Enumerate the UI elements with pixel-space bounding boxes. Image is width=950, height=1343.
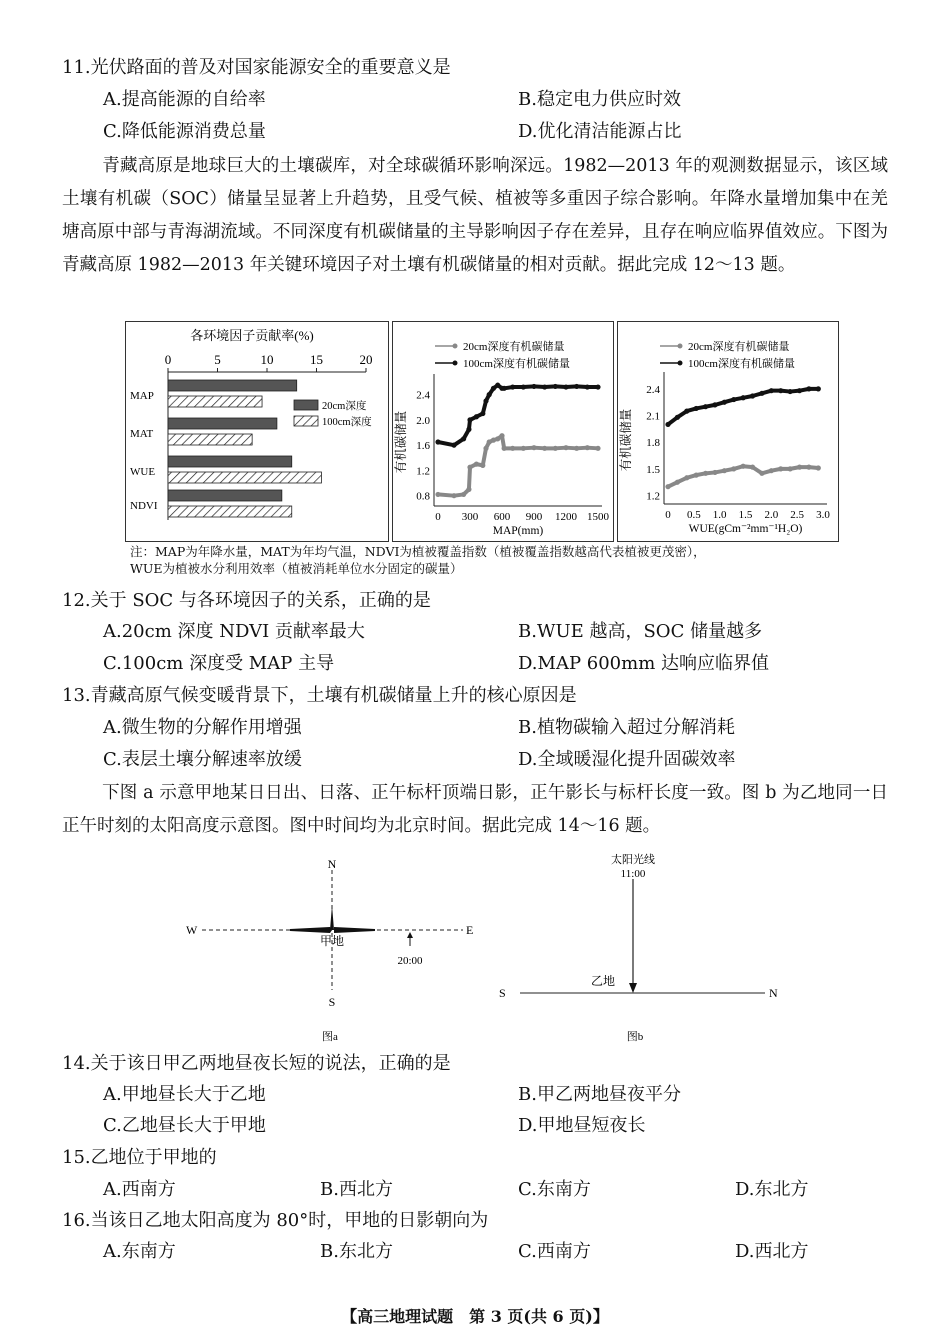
line-chart-x-label: WUE(gCm⁻²mm⁻¹H₂O) [688,523,803,535]
series-100cm-point [553,384,558,389]
series-20cm-point [467,465,472,470]
series-20cm-point [461,492,466,497]
series-20cm-point [694,473,699,478]
q13-stem: 13.青藏高原气候变暖背景下，土壤有机碳储量上升的核心原因是 [62,685,577,706]
figure-b-north: N [769,986,778,1000]
series-100cm-point [750,393,755,398]
legend-100cm-label: 100cm深度有机碳储量 [463,358,570,370]
series-100cm-point [816,386,821,391]
figure-b-time: 11:00 [620,868,646,880]
series-20cm-point [675,480,680,485]
series-20cm-point [585,445,590,450]
q15-option-a[interactable]: A.西南方 [103,1179,176,1200]
line-chart-x-label: MAP(mm) [492,525,544,537]
series-100cm-point [521,384,526,389]
q14-option-a[interactable]: A.甲地昼长大于乙地 [103,1084,266,1105]
bar-20cm [168,490,282,501]
series-100cm-point [585,384,590,389]
material-text-1: 青藏高原是地球巨大的土壤碳库，对全球碳循环影响深远。1982—2013 年的观测数据显示，该区域土壤有机碳（SOC）储量呈显著上升趋势，且受气候、植被等多重因子综合影响。年降水量增加集中在羌塘高原中部与青海湖流域。不同深度有机碳储量的主导影响因子存在差异，且存在响应临界值效应。下图为青藏高原 1982—2013 年关键环境因子对土壤有机碳储量的相对贡献。据此完成 12～13 题。 [62,156,888,275]
bar-chart-tick-label: 20 [359,352,373,367]
bar-chart-category-label: MAP [130,390,154,402]
q14-option-d[interactable]: D.甲地昼短夜长 [518,1115,646,1136]
series-100cm-point [487,392,492,397]
series-20cm-point [816,465,821,470]
q12-option-a[interactable]: A.20cm 深度 NDVI 贡献率最大 [103,621,365,642]
bar-chart-tick-label: 0 [164,352,172,367]
series-20cm-point [759,471,764,476]
series-20cm-point [483,446,488,451]
bar-chart-panel [125,321,389,542]
q11-option-d[interactable]: D.优化清洁能源占比 [518,121,682,142]
series-20cm-point [778,466,783,471]
bar-20cm [168,456,292,467]
line-chart-x-tick-label: 3.0 [816,509,830,521]
series-20cm-point [542,446,547,451]
series-100cm-point [574,384,579,389]
q12-option-d[interactable]: D.MAP 600mm 达响应临界值 [518,653,769,674]
q12-option-b[interactable]: B.WUE 越高，SOC 储量越多 [518,621,763,642]
q15-option-c[interactable]: C.东南方 [518,1179,591,1200]
q12-stem: 12.关于 SOC 与各环境因子的关系，正确的是 [62,590,431,611]
series-20cm-point [731,466,736,471]
figure-a [180,850,500,1045]
line-chart-y-label: 有机碳储量 [619,408,633,472]
series-20cm-point [769,468,774,473]
figure-note-1: 注：MAP为年降水量，MAT为年均气温，NDVI为植被覆盖指数（植被覆盖指数越高代表植被更茂密）， [130,544,706,559]
map-line-chart [393,322,613,541]
legend-20cm-label: 20cm深度 [322,401,367,412]
figure-b-arrowhead [629,983,637,993]
figure-b-caption: 图b [626,1031,644,1043]
bar-chart [126,322,388,541]
bar-chart-tick-label: 5 [214,352,221,367]
q15-option-b[interactable]: B.西北方 [320,1179,393,1200]
series-20cm-point [502,446,507,451]
figure-a-north: N [327,857,337,871]
figure-a-west-shadow [290,927,332,933]
q11-option-a[interactable]: A.提高能源的自给率 [103,89,266,110]
series-20cm-line [438,436,598,496]
q16-option-d[interactable]: D.西北方 [735,1241,809,1262]
q16-option-c[interactable]: C.西南方 [518,1241,591,1262]
line-chart-x-tick-label: 2.0 [764,509,779,521]
bar-chart-category-label: MAT [130,428,154,440]
series-20cm-point [797,465,802,470]
figure-a-east-shadow [334,927,375,933]
series-20cm-point [553,446,558,451]
series-100cm-point [684,409,689,414]
wue-line-chart [618,322,838,541]
series-100cm-point [474,414,479,419]
q14-option-c[interactable]: C.乙地昼长大于甲地 [103,1115,266,1136]
series-100cm-point [451,443,456,448]
material-paragraph-2 [62,777,888,843]
figure-a-arrowhead [407,932,413,938]
line-chart-x-tick-label: 1500 [587,511,609,523]
series-20cm-point [495,436,500,441]
legend-100cm-label: 100cm深度 [322,417,372,428]
bar-chart-category-label: NDVI [130,500,158,512]
series-100cm-point [595,384,600,389]
line-chart-y-tick-label: 2.4 [646,383,660,396]
q16-option-a[interactable]: A.东南方 [103,1241,176,1262]
series-20cm-point [435,492,440,497]
bar-100cm [168,434,252,445]
q12-option-c[interactable]: C.100cm 深度受 MAP 主导 [103,653,335,674]
series-100cm-point [531,384,536,389]
series-100cm-point [741,395,746,400]
line-chart-x-tick-label: 900 [525,511,543,523]
series-20cm-point [595,446,600,451]
series-20cm-point [466,487,471,492]
legend-20cm-label: 20cm深度有机碳储量 [463,341,565,353]
line-chart-x-tick-label: 600 [493,511,511,523]
series-100cm-line [438,385,598,445]
series-20cm-point [788,466,793,471]
line-chart-y-tick-label: 1.2 [416,465,430,478]
series-100cm-line [668,389,818,425]
bar-chart-title: 各环境因子贡献率(%) [190,328,314,343]
line-chart-y-tick-label: 1.2 [646,490,660,503]
q15-option-d[interactable]: D.东北方 [735,1179,809,1200]
page-footer: 【高三地理试题 第 3 页(共 6 页)】 [341,1307,609,1326]
legend-100cm-marker [453,361,458,366]
series-100cm-point [480,411,485,416]
q13-option-d[interactable]: D.全域暖湿化提升固碳效率 [518,749,736,770]
series-100cm-point [510,384,515,389]
series-20cm-point [451,493,456,498]
line-chart-x-tick-label: 1.0 [712,509,727,521]
series-100cm-point [483,398,488,403]
material-text-2: 下图 a 示意甲地某日日出、日落、正午标杆顶端日影，正午影长与标杆长度一致。图 b 为乙地同一日正午时刻的太阳高度示意图。图中时间均为北京时间。据此完成 14～16 题。 [62,783,888,836]
series-20cm-point [480,463,485,468]
series-20cm-point [703,471,708,476]
series-20cm-point [574,446,579,451]
series-100cm-point [495,383,500,388]
legend-20cm-marker [453,344,458,349]
q13-option-c[interactable]: C.表层土壤分解速率放缓 [103,749,302,770]
series-20cm-point [531,445,536,450]
series-20cm-line [668,466,818,486]
series-100cm-point [563,384,568,389]
line-chart-y-tick-label: 0.8 [416,490,430,503]
series-100cm-point [788,389,793,394]
series-100cm-point [675,415,680,420]
wue-line-chart-panel [617,321,839,542]
series-100cm-point [778,388,783,393]
figure-a-time: 20:00 [397,955,423,967]
figure-note-2: WUE为植被水分利用效率（植被消耗单位水分固定的碳量） [130,561,463,576]
series-100cm-point [502,386,507,391]
series-100cm-point [759,391,764,396]
line-chart-y-tick-label: 2.4 [416,389,430,402]
figure-a-south: S [328,995,336,1009]
bar-20cm [168,418,277,429]
legend-20cm-swatch [294,400,318,410]
figure-a-west: W [186,923,198,937]
series-100cm-point [491,386,496,391]
figure-b-place: 乙地 [590,974,616,988]
legend-100cm-swatch [294,416,318,426]
line-chart-x-tick-label: 2.5 [790,509,805,521]
series-20cm-point [750,465,755,470]
bar-chart-tick-label: 15 [310,352,323,367]
series-20cm-point [684,475,689,480]
map-line-chart-panel [392,321,614,542]
figure-a-pole-shadow [330,905,334,930]
bar-100cm [168,506,292,517]
line-chart-y-tick-label: 2.0 [416,414,430,427]
series-100cm-point [466,427,471,432]
series-20cm-point [806,465,811,470]
series-100cm-point [467,417,472,422]
series-100cm-point [712,402,717,407]
series-100cm-point [722,400,727,405]
series-100cm-point [435,439,440,444]
series-100cm-point [461,436,466,441]
figure-a-east: E [466,923,474,937]
legend-20cm-label: 20cm深度有机碳储量 [688,341,790,353]
q14-option-b[interactable]: B.甲乙两地昼夜平分 [518,1084,681,1105]
line-chart-x-tick-label: 0.5 [686,509,701,521]
series-20cm-point [474,462,479,467]
series-20cm-point [499,433,504,438]
bar-chart-category-label: WUE [130,466,156,478]
line-chart-y-tick-label: 1.8 [646,437,660,450]
legend-100cm-marker [678,361,683,366]
figure-b-south: S [499,986,506,1000]
q11-stem: 11.光伏路面的普及对国家能源安全的重要意义是 [62,57,451,78]
series-100cm-point [797,388,802,393]
q14-stem: 14.关于该日甲乙两地昼夜长短的说法，正确的是 [62,1053,451,1074]
q11-option-c[interactable]: C.降低能源消费总量 [103,121,266,142]
series-20cm-point [741,464,746,469]
series-100cm-point [731,397,736,402]
series-20cm-point [521,446,526,451]
series-20cm-point [563,445,568,450]
bar-chart-tick-label: 10 [260,352,274,367]
figure-a-place: 甲地 [319,934,345,948]
line-chart-y-label: 有机碳储量 [394,410,408,474]
line-chart-x-tick-label: 300 [461,511,479,523]
line-chart-x-tick-label: 1200 [555,511,577,523]
line-chart-y-tick-label: 1.6 [416,440,430,453]
figure-a-caption: 图a [322,1031,338,1043]
bar-20cm [168,380,297,391]
q16-stem: 16.当该日乙地太阳高度为 80°时，甲地的日影朝向为 [62,1210,489,1231]
legend-20cm-marker [678,344,683,349]
line-chart-y-tick-label: 1.5 [646,463,660,476]
series-100cm-point [703,404,708,409]
bar-100cm [168,472,321,483]
line-chart-x-tick-label: 0 [665,509,671,521]
series-20cm-point [510,446,515,451]
q13-option-b[interactable]: B.植物碳输入超过分解消耗 [518,717,735,738]
series-100cm-point [542,384,547,389]
figure-b [485,845,795,1045]
q16-option-b[interactable]: B.东北方 [320,1241,393,1262]
material-paragraph-1 [62,150,888,282]
series-100cm-point [694,406,699,411]
line-chart-y-tick-label: 2.1 [646,410,660,423]
bar-100cm [168,396,262,407]
series-100cm-point [665,422,670,427]
q15-stem: 15.乙地位于甲地的 [62,1147,217,1168]
series-20cm-point [665,484,670,489]
series-20cm-point [712,470,717,475]
series-20cm-point [722,468,727,473]
line-chart-x-tick-label: 0 [435,511,441,523]
series-100cm-point [769,388,774,393]
figure-b-sunray-label: 太阳光线 [611,854,655,866]
q11-option-b[interactable]: B.稳定电力供应时效 [518,89,681,110]
series-100cm-point [806,386,811,391]
q13-option-a[interactable]: A.微生物的分解作用增强 [103,717,302,738]
line-chart-x-tick-label: 1.5 [738,509,753,521]
legend-100cm-label: 100cm深度有机碳储量 [688,358,795,370]
